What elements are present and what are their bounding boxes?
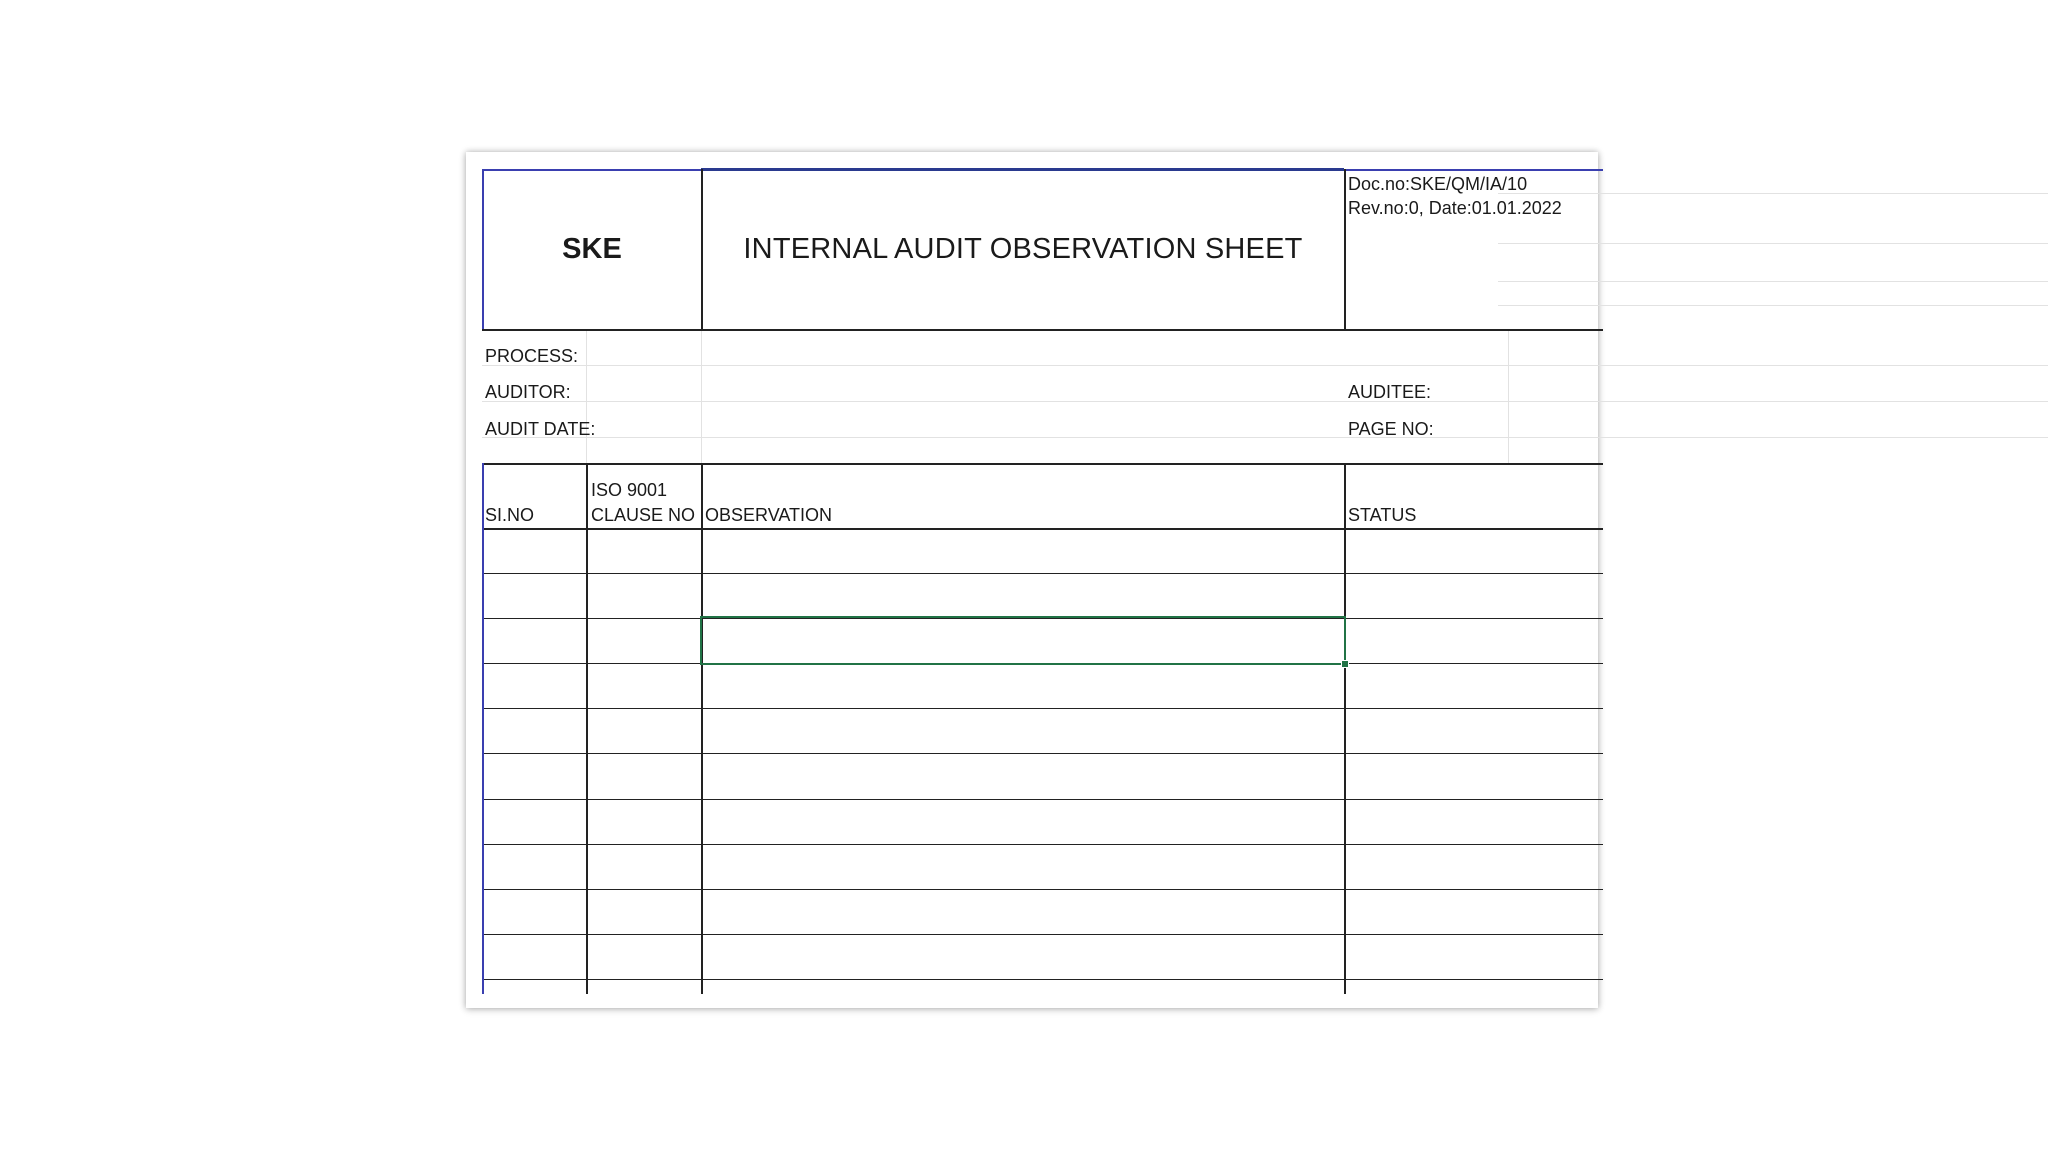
gridline xyxy=(482,365,2048,366)
page-no-label: PAGE NO: xyxy=(1348,419,1434,439)
table-top-border xyxy=(482,463,1603,465)
gridline xyxy=(1498,243,2048,244)
auditee-label: AUDITEE: xyxy=(1348,382,1432,402)
document-page xyxy=(466,152,1598,1008)
gridline xyxy=(482,437,2048,438)
fill-handle[interactable] xyxy=(1341,660,1349,668)
gridline xyxy=(1508,330,1509,465)
header-bottom-border xyxy=(482,329,1603,331)
gridline xyxy=(482,401,2048,402)
header-top-border-right xyxy=(1344,169,1603,171)
table-header-bottom-border xyxy=(482,528,1603,530)
company-logo-text: SKE xyxy=(562,233,622,265)
process-label: PROCESS: xyxy=(485,346,579,366)
gridline xyxy=(586,330,587,465)
audit-date-label: AUDIT DATE: xyxy=(485,419,596,439)
sheet-title: INTERNAL AUDIT OBSERVATION SHEET xyxy=(743,233,1303,265)
header-top-border-left xyxy=(482,169,702,171)
column-header-clause-line2: CLAUSE NO xyxy=(591,505,696,525)
gridline xyxy=(1498,281,2048,282)
header-divider-doc xyxy=(1344,169,1346,330)
table-row-line xyxy=(482,573,1603,574)
gridline xyxy=(701,330,702,465)
column-header-sl-no: SI.NO xyxy=(485,505,535,525)
auditor-label: AUDITOR: xyxy=(485,382,571,402)
gridline xyxy=(1498,305,2048,306)
selected-cell-observation[interactable] xyxy=(700,616,1346,665)
column-header-clause-line1: ISO 9001 xyxy=(591,480,668,500)
gridline xyxy=(1498,193,2048,194)
revision-number: Rev.no:0, Date:01.01.2022 xyxy=(1348,198,1562,218)
column-header-observation: OBSERVATION xyxy=(705,505,833,525)
doc-number: Doc.no:SKE/QM/IA/10 xyxy=(1348,174,1528,194)
header-top-border-title xyxy=(701,168,1344,171)
column-header-status: STATUS xyxy=(1348,505,1417,525)
